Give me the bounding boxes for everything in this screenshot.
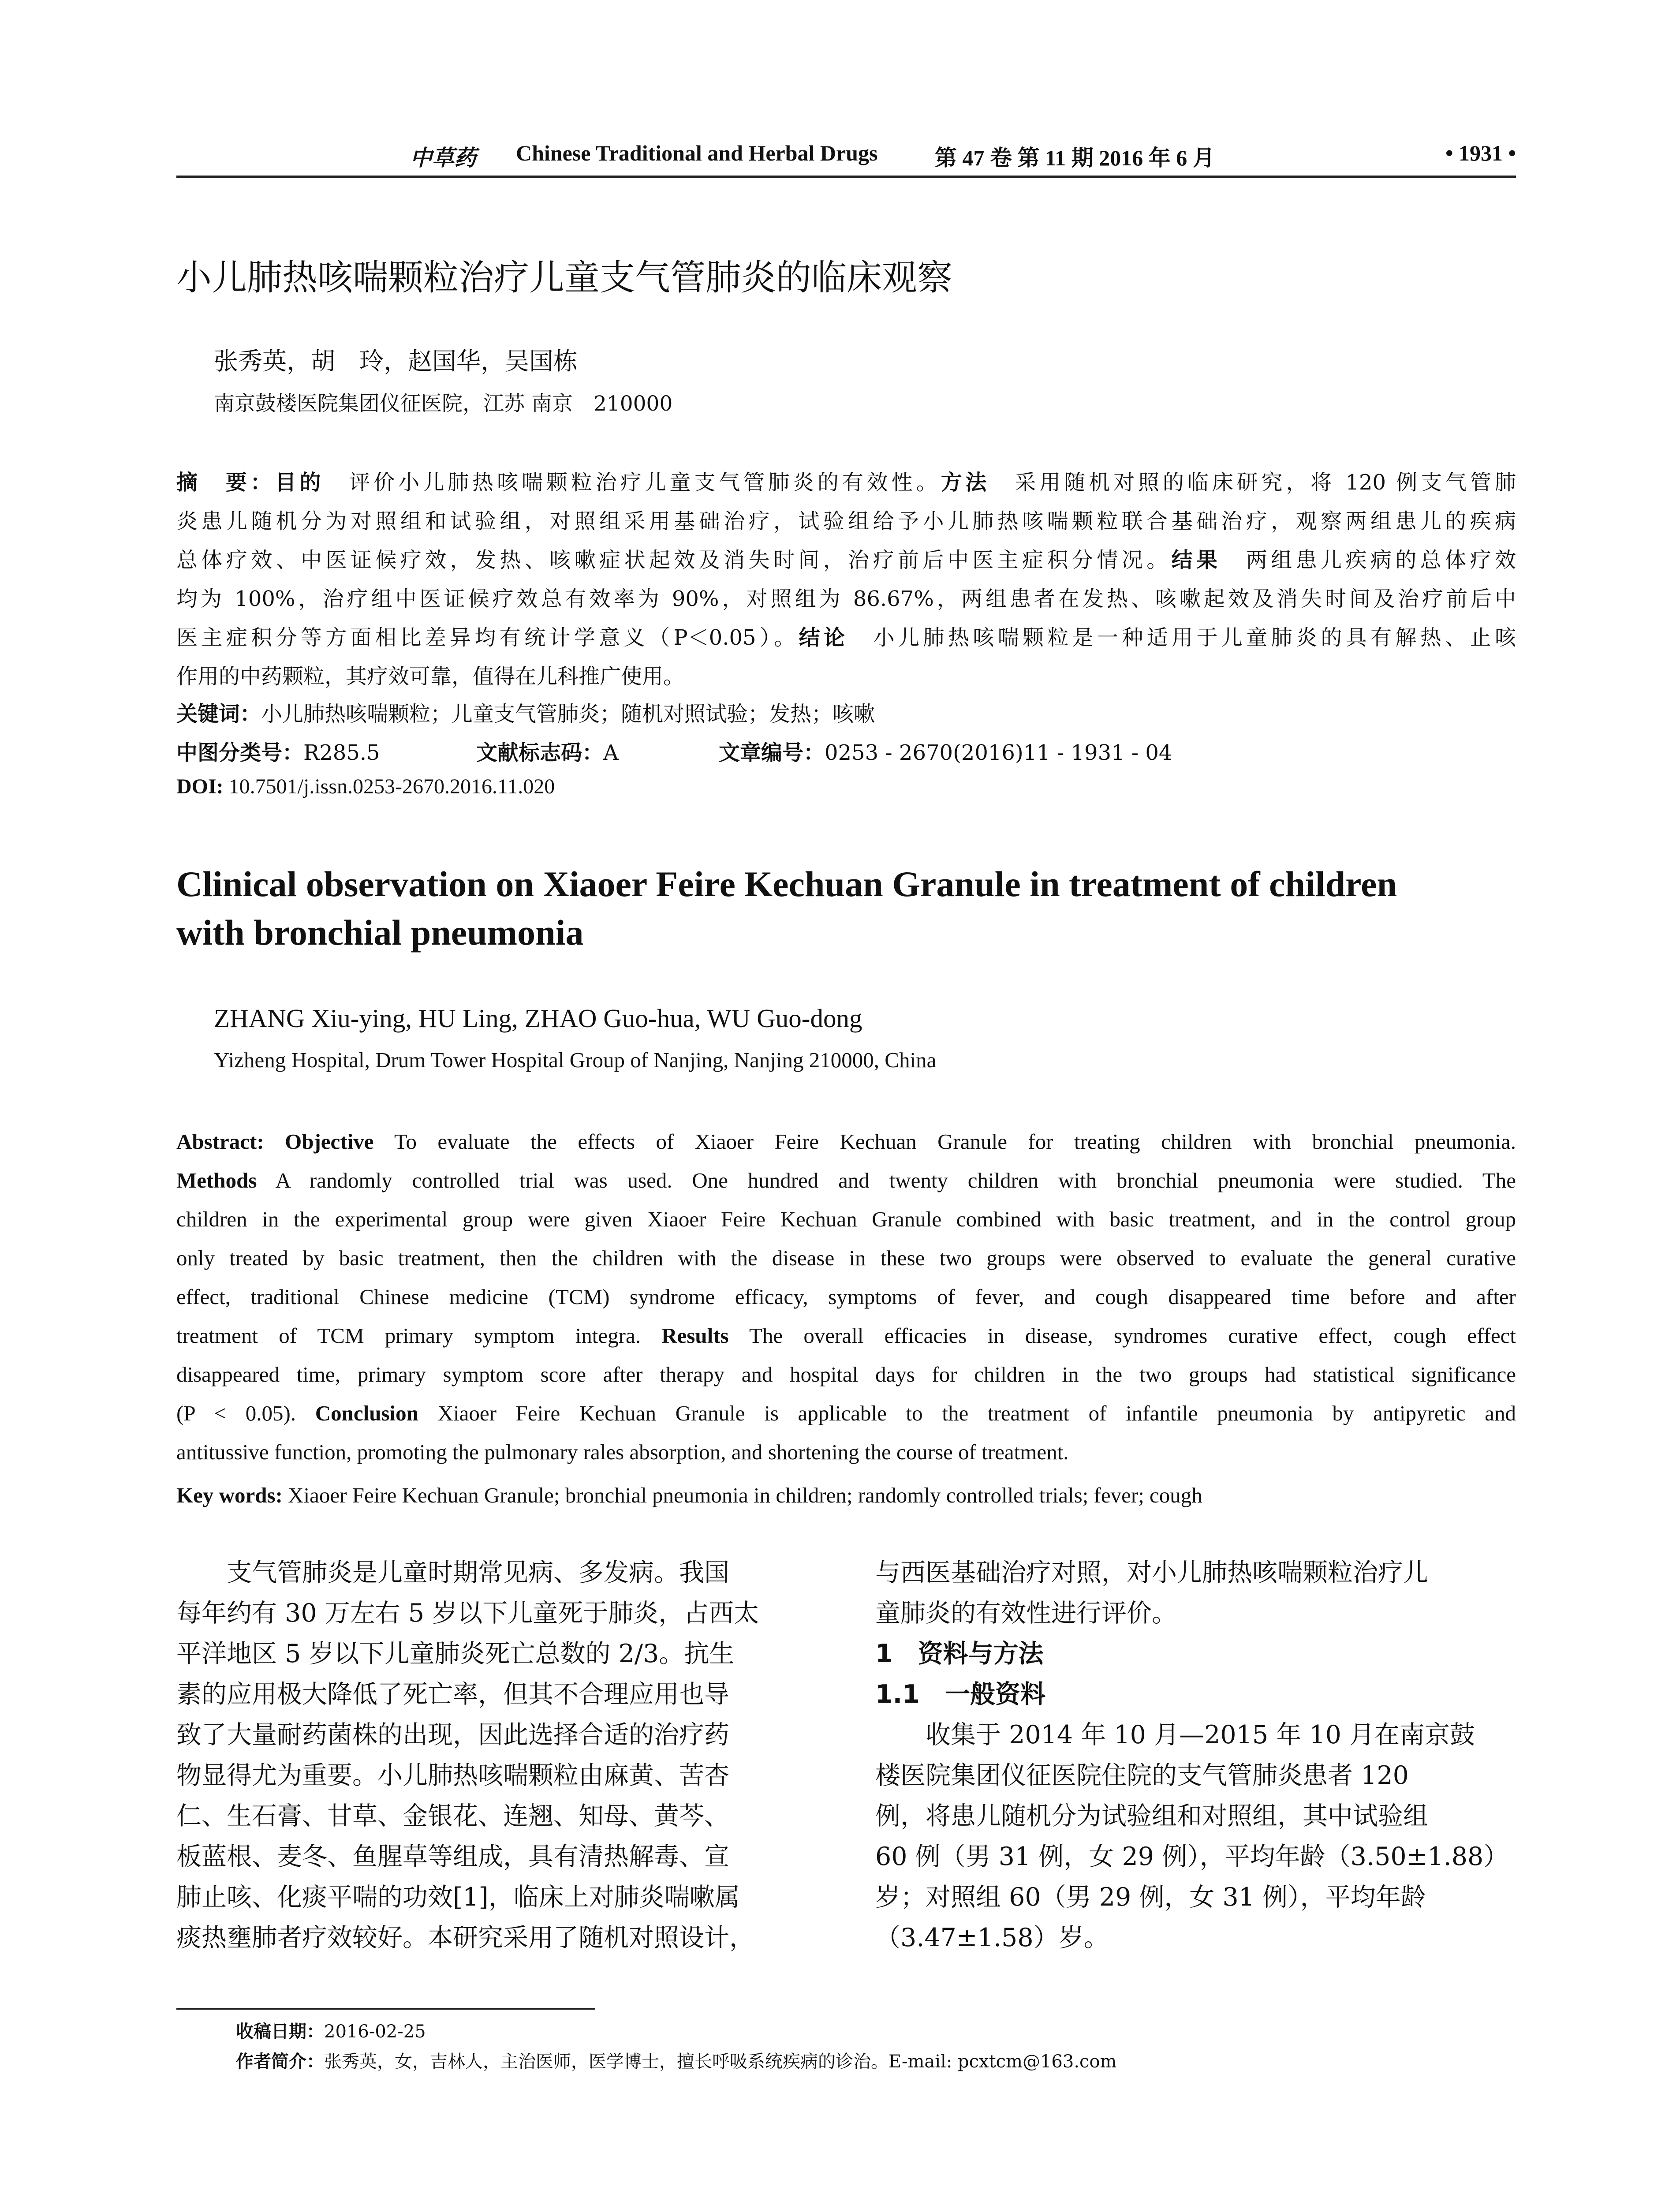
cn-article-no: 文章编号：0253 - 2670(2016)11 - 1931 - 04 <box>719 740 1172 765</box>
abstract-line <box>176 465 1516 496</box>
section-label: 结果 <box>1171 548 1221 572</box>
cn-affiliation: 南京鼓楼医院集团仪征医院，江苏 南京 210000 <box>214 392 673 416</box>
abstract-text: disappeared time, primary symptom score after therapy and hospital days for children in the two groups had statistical significance <box>176 1362 1516 1387</box>
abstract-line <box>176 1245 1516 1271</box>
body-line: 板蓝根、麦冬、鱼腥草等组成，具有清热解毒、宣 <box>176 1842 729 1871</box>
body-line: 童肺炎的有效性进行评价。 <box>875 1599 1177 1628</box>
abstract-text: 炎患儿随机分为对照组和试验组，对照组采用基础治疗，试验组给予小儿肺热咳喘颗粒联合基础治疗，观察两组患儿的疾病 <box>176 509 1516 534</box>
journal-name-cn: 中草药 <box>410 146 476 170</box>
abstract-line <box>176 620 1516 651</box>
abstract-line <box>176 659 684 690</box>
abstract-text: 作用的中药颗粒，其疗效可靠，值得在儿科推广使用。 <box>176 664 685 689</box>
header-rule <box>176 176 1516 178</box>
en-title <box>176 860 1397 957</box>
section-label: 目的 <box>275 470 325 495</box>
abstract-text: antitussive function, promoting the pulmonary rales absorption, and shortening the course of treatment. <box>176 1440 1069 1464</box>
body-line: 肺止咳、化痰平喘的功效[1]，临床上对肺炎喘嗽属 <box>176 1883 740 1912</box>
abstract-text: 总体疗效、中医证候疗效，发热、咳嗽症状起效及消失时间，治疗前后中医主症积分情况。 <box>176 548 1172 572</box>
body-line: 痰热壅肺者疗效较好。本研究采用了随机对照设计， <box>176 1923 754 1952</box>
abstract-text: The overall efficacies in disease, syndromes curative effect, cough effect <box>728 1323 1516 1348</box>
abstract-line <box>176 1207 1516 1232</box>
section-label: 方法 <box>941 470 990 495</box>
abstract-text: 评价小儿肺热咳喘颗粒治疗儿童支气管肺炎的有效性。 <box>324 470 941 495</box>
body-line: 支气管肺炎是儿童时期常见病、多发病。我国 <box>176 1558 729 1587</box>
abstract-text: Xiaoer Feire Kechuan Granule is applicable to the treatment of infantile pneumonia by antipyretic and <box>418 1401 1516 1425</box>
body-line: 仁、生石膏、甘草、金银花、连翘、知母、黄芩、 <box>176 1801 729 1831</box>
body-line: 平洋地区 5 岁以下儿童肺炎死亡总数的 2/3。抗生 <box>176 1639 735 1668</box>
abstract-line <box>176 582 1516 612</box>
abstract-text: A randomly controlled trial was used. One hundred and twenty children with bronchial pneumonia were studied. The <box>257 1168 1516 1192</box>
abstract-line <box>176 1401 1516 1426</box>
body-right-column <box>875 1552 1516 1993</box>
section-label: Methods <box>176 1168 257 1192</box>
abstract-text: effect, traditional Chinese medicine (TCM) syndrome efficacy, symptoms of fever, and cough disappeared time before and after <box>176 1285 1516 1309</box>
cn-keywords: 关键词：小儿肺热咳喘颗粒；儿童支气管肺炎；随机对照试验；发热；咳嗽 <box>176 702 875 726</box>
en-title-line: with bronchial pneumonia <box>176 912 584 953</box>
en-authors: ZHANG Xiu-ying, HU Ling, ZHAO Guo-hua, WU Guo-dong <box>214 1004 862 1033</box>
abstract-line <box>176 1168 1516 1193</box>
cn-authors: 张秀英，胡 玲，赵国华，吴国栋 <box>214 347 578 375</box>
body-line: 60 例（男 31 例，女 29 例），平均年龄（3.50±1.88） <box>875 1842 1509 1871</box>
abstract-label: 摘 要： <box>176 470 275 495</box>
body-line: 收集于 2014 年 10 月—2015 年 10 月在南京鼓 <box>875 1720 1475 1749</box>
page-number: • 1931 • <box>1445 141 1516 165</box>
body-line: （3.47±1.58）岁。 <box>875 1923 1109 1952</box>
abstract-line <box>176 504 1516 534</box>
cn-title: 小儿肺热咳喘颗粒治疗儿童支气管肺炎的临床观察 <box>176 257 952 298</box>
body-line: 每年约有 30 万左右 5 岁以下儿童死于肺炎，占西太 <box>176 1599 759 1628</box>
body-line: 与西医基础治疗对照，对小儿肺热咳喘颗粒治疗儿 <box>875 1558 1428 1587</box>
body-line: 致了大量耐药菌株的出现，因此选择合适的治疗药 <box>176 1720 729 1749</box>
body-line: 物显得尤为重要。小儿肺热咳喘颗粒由麻黄、苦杏 <box>176 1761 729 1790</box>
abstract-text: 医主症积分等方面相比差异均有统计学意义（P＜0.05）。 <box>176 625 799 650</box>
cn-doi: DOI: 10.7501/j.issn.0253-2670.2016.11.020 <box>176 775 555 798</box>
abstract-text: 两组患儿疾病的总体疗效 <box>1221 548 1516 572</box>
section-heading: 1 资料与方法 <box>875 1639 1044 1668</box>
cn-clc: 中图分类号：R285.5 <box>176 740 380 765</box>
abstract-line <box>176 1323 1516 1348</box>
issue-info: 第 47 卷 第 11 期 2016 年 6 月 <box>935 146 1215 170</box>
abstract-line <box>176 543 1516 573</box>
abstract-text: treatment of TCM primary symptom integra. <box>176 1323 662 1348</box>
abstract-text: (P < 0.05). <box>176 1401 315 1425</box>
cn-doc-code: 文献标志码：A <box>476 740 619 765</box>
running-header <box>176 140 1516 176</box>
body-left-column <box>176 1552 820 1993</box>
section-label: Abstract: Objective <box>176 1129 374 1154</box>
body-line: 例，将患儿随机分为试验组和对照组，其中试验组 <box>875 1801 1428 1831</box>
abstract-text: 采用随机对照的临床研究，将 120 例支气管肺 <box>990 470 1516 495</box>
abstract-line <box>176 1129 1516 1154</box>
footnote-received: 收稿日期：2016-02-25 <box>236 2022 426 2042</box>
section-label: Conclusion <box>315 1401 418 1425</box>
section-label: Results <box>661 1323 729 1348</box>
abstract-line <box>176 1362 1516 1387</box>
subsection-heading: 1.1 一般资料 <box>875 1680 1045 1709</box>
abstract-text: 均为 100%，治疗组中医证候疗效总有效率为 90%，对照组为 86.67%，两组患者在发热、咳嗽起效及消失时间及治疗前后中 <box>176 587 1516 611</box>
en-affiliation: Yizheng Hospital, Drum Tower Hospital Group of Nanjing, Nanjing 210000, China <box>214 1048 937 1072</box>
abstract-text: only treated by basic treatment, then the children with the disease in these two groups were observed to evaluate the general curative <box>176 1246 1516 1270</box>
journal-name-en: Chinese Traditional and Herbal Drugs <box>516 141 878 165</box>
en-title-line: Clinical observation on Xiaoer Feire Kechuan Granule in treatment of children <box>176 864 1397 904</box>
abstract-text: children in the experimental group were given Xiaoer Feire Kechuan Granule combined with basic treatment, and in the control group <box>176 1207 1516 1231</box>
abstract-line <box>176 1284 1516 1309</box>
body-line: 素的应用极大降低了死亡率，但其不合理应用也导 <box>176 1680 729 1709</box>
footnote-author: 作者简介：张秀英，女，吉林人，主治医师，医学博士，擅长呼吸系统疾病的诊治。E-mail: pcxtcm@163.com <box>236 2052 1117 2072</box>
en-keywords: Key words: Xiaoer Feire Kechuan Granule; bronchial pneumonia in children; randomly controlled trials; fever; cough <box>176 1483 1202 1507</box>
abstract-text: 小儿肺热咳喘颗粒是一种适用于儿童肺炎的具有解热、止咳 <box>848 625 1516 650</box>
body-line: 岁；对照组 60（男 29 例，女 31 例），平均年龄 <box>875 1883 1426 1912</box>
footnote-rule <box>176 2008 595 2010</box>
section-label: 结论 <box>799 625 849 650</box>
abstract-line <box>176 1439 1069 1465</box>
cn-meta <box>176 697 1516 803</box>
body-line: 楼医院集团仪征医院住院的支气管肺炎患者 120 <box>875 1761 1409 1790</box>
abstract-text: To evaluate the effects of Xiaoer Feire Kechuan Granule for treating children with bronchial pneumonia. <box>373 1129 1516 1154</box>
